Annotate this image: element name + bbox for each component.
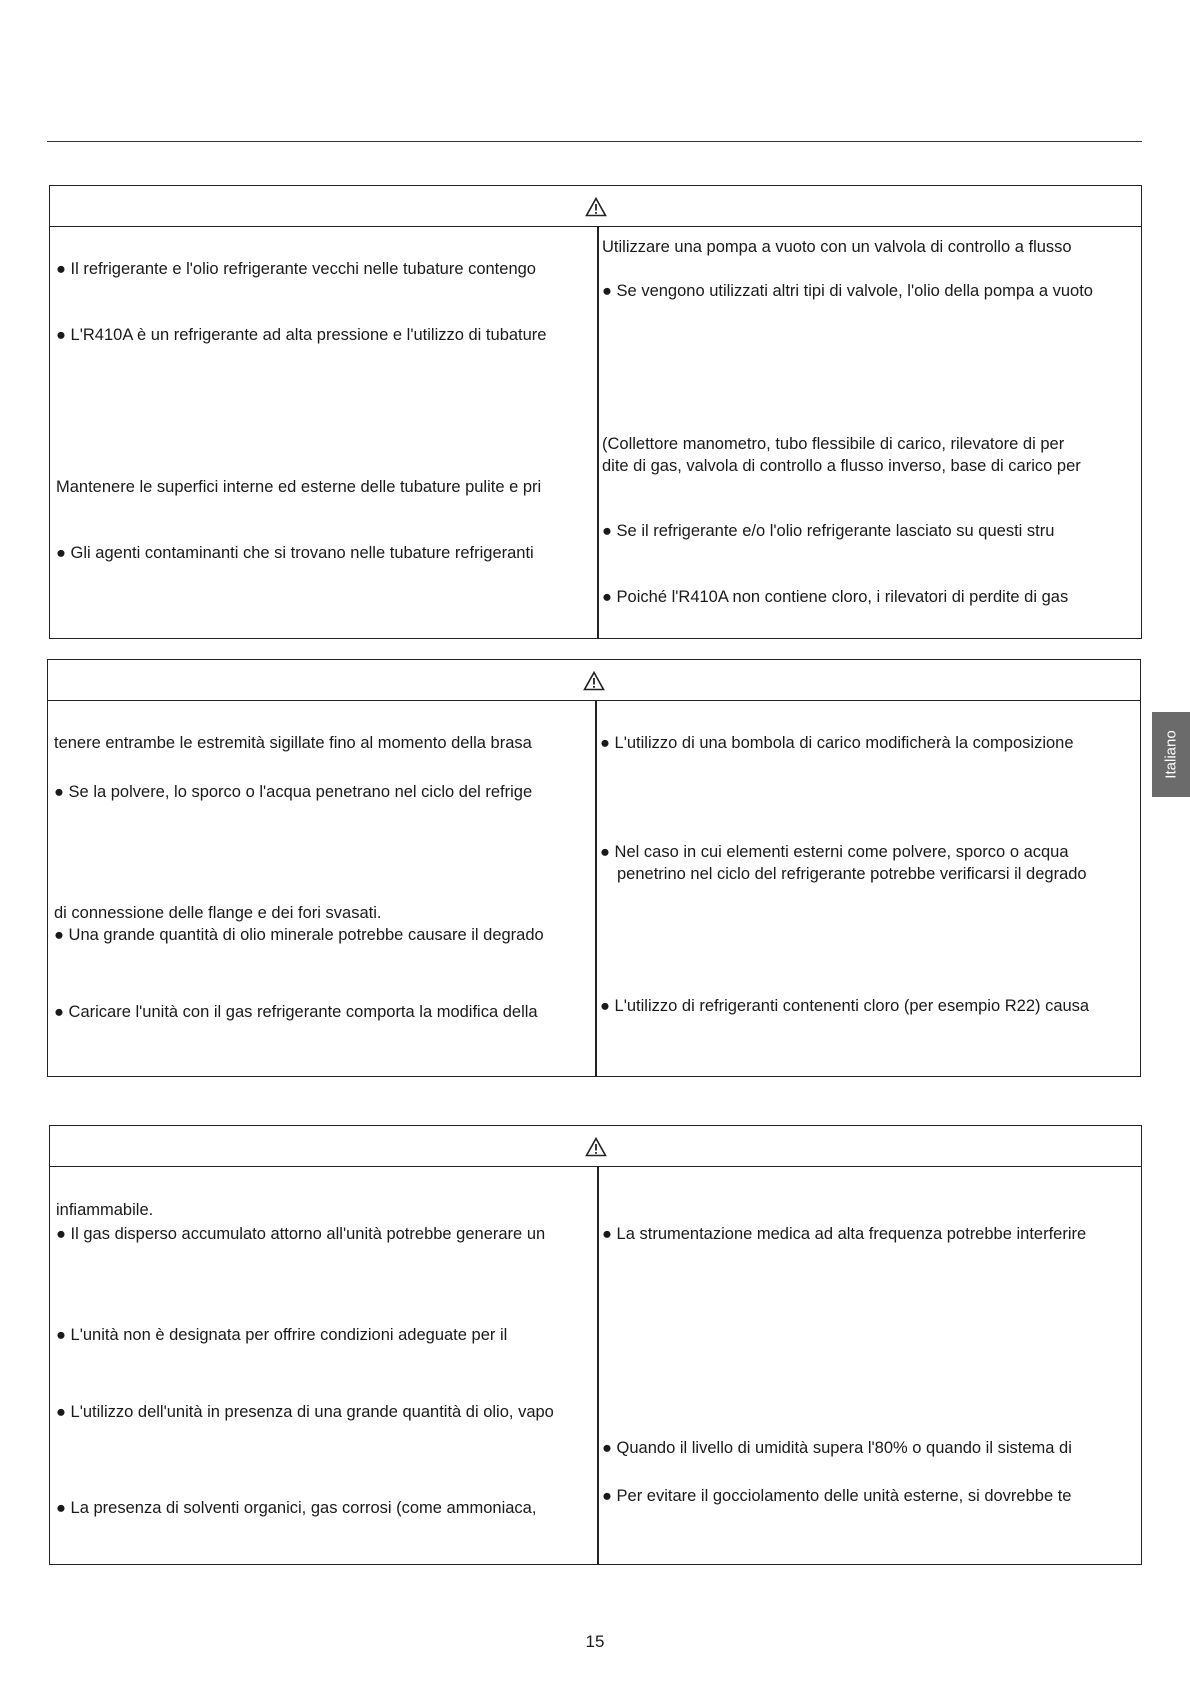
language-tab: [1152, 712, 1190, 797]
s2-left-line-1: tenere entrambe le estremità sigillate fino al momento della brasa: [54, 734, 532, 752]
warning-triangle-icon: [583, 671, 605, 691]
warning-header-1: [50, 186, 1141, 227]
s2-left-line-3: di connessione delle flange e dei fori svasati.: [54, 904, 382, 922]
warning-triangle-icon: [585, 1137, 607, 1157]
s3-left-line-5: ● La presenza di solventi organici, gas corrosi (come ammoniaca,: [56, 1499, 537, 1517]
s2-right-line-4: ● L'utilizzo di refrigeranti contenenti cloro (per esempio R22) causa: [600, 997, 1090, 1015]
column-divider-1: [597, 226, 599, 638]
s1-left-line-1: ● Il refrigerante e l'olio refrigerante vecchi nelle tubature contengo: [56, 260, 536, 278]
column-divider-3: [597, 1166, 599, 1564]
s2-right-line-1: ● L'utilizzo di una bombola di carico modificherà la composizione: [600, 734, 1074, 752]
s1-right-line-5: ● Se il refrigerante e/o l'olio refrigerante lasciato su questi stru: [602, 522, 1055, 540]
header-rule: [47, 141, 1142, 142]
s2-left-line-5: ● Caricare l'unità con il gas refrigerante comporta la modifica della: [54, 1003, 538, 1021]
s2-left-line-2: ● Se la polvere, lo sporco o l'acqua penetrano nel ciclo del refrige: [54, 783, 533, 801]
s1-right-line-4: dite di gas, valvola di controllo a flusso inverso, base di carico per: [602, 457, 1081, 475]
s3-left-line-2: ● Il gas disperso accumulato attorno all'unità potrebbe generare un: [56, 1225, 546, 1243]
s3-left-line-4: ● L'utilizzo dell'unità in presenza di una grande quantità di olio, vapo: [56, 1403, 554, 1421]
s2-right-line-2: ● Nel caso in cui elementi esterni come polvere, sporco o acqua: [600, 843, 1069, 861]
warning-triangle-icon: [585, 197, 607, 217]
s3-left-line-1: infiammabile.: [56, 1201, 154, 1219]
s3-left-line-3: ● L'unità non è designata per offrire condizioni adeguate per il: [56, 1326, 508, 1344]
s2-right-line-3: penetrino nel ciclo del refrigerante potrebbe verificarsi il degrado: [617, 865, 1087, 883]
s1-left-line-4: ● Gli agenti contaminanti che si trovano nelle tubature refrigeranti: [56, 544, 534, 562]
warning-header-3: [50, 1126, 1141, 1167]
language-tab-label: Italiano: [1162, 730, 1180, 779]
s1-left-line-2: ● L'R410A è un refrigerante ad alta pressione e l'utilizzo di tubature: [56, 326, 547, 344]
s1-right-line-6: ● Poiché l'R410A non contiene cloro, i rilevatori di perdite di gas: [602, 588, 1069, 606]
s2-left-line-4: ● Una grande quantità di olio minerale potrebbe causare il degrado: [54, 926, 544, 944]
s1-right-line-3: (Collettore manometro, tubo flessibile di carico, rilevatore di per: [602, 435, 1065, 453]
s3-right-line-3: ● Per evitare il gocciolamento delle unità esterne, si dovrebbe te: [602, 1487, 1072, 1505]
warning-header-2: [48, 660, 1140, 701]
s1-left-line-3: Mantenere le superfici interne ed esterne delle tubature pulite e pri: [56, 478, 542, 496]
s3-right-line-2: ● Quando il livello di umidità supera l'80% o quando il sistema di: [602, 1439, 1072, 1457]
s1-right-line-2: ● Se vengono utilizzati altri tipi di valvole, l'olio della pompa a vuoto: [602, 282, 1093, 300]
column-divider-2: [595, 700, 597, 1076]
s3-right-line-1: ● La strumentazione medica ad alta frequenza potrebbe interferire: [602, 1225, 1087, 1243]
s1-right-line-1: Utilizzare una pompa a vuoto con un valvola di controllo a flusso: [602, 238, 1072, 256]
page-number: 15: [585, 1632, 605, 1651]
